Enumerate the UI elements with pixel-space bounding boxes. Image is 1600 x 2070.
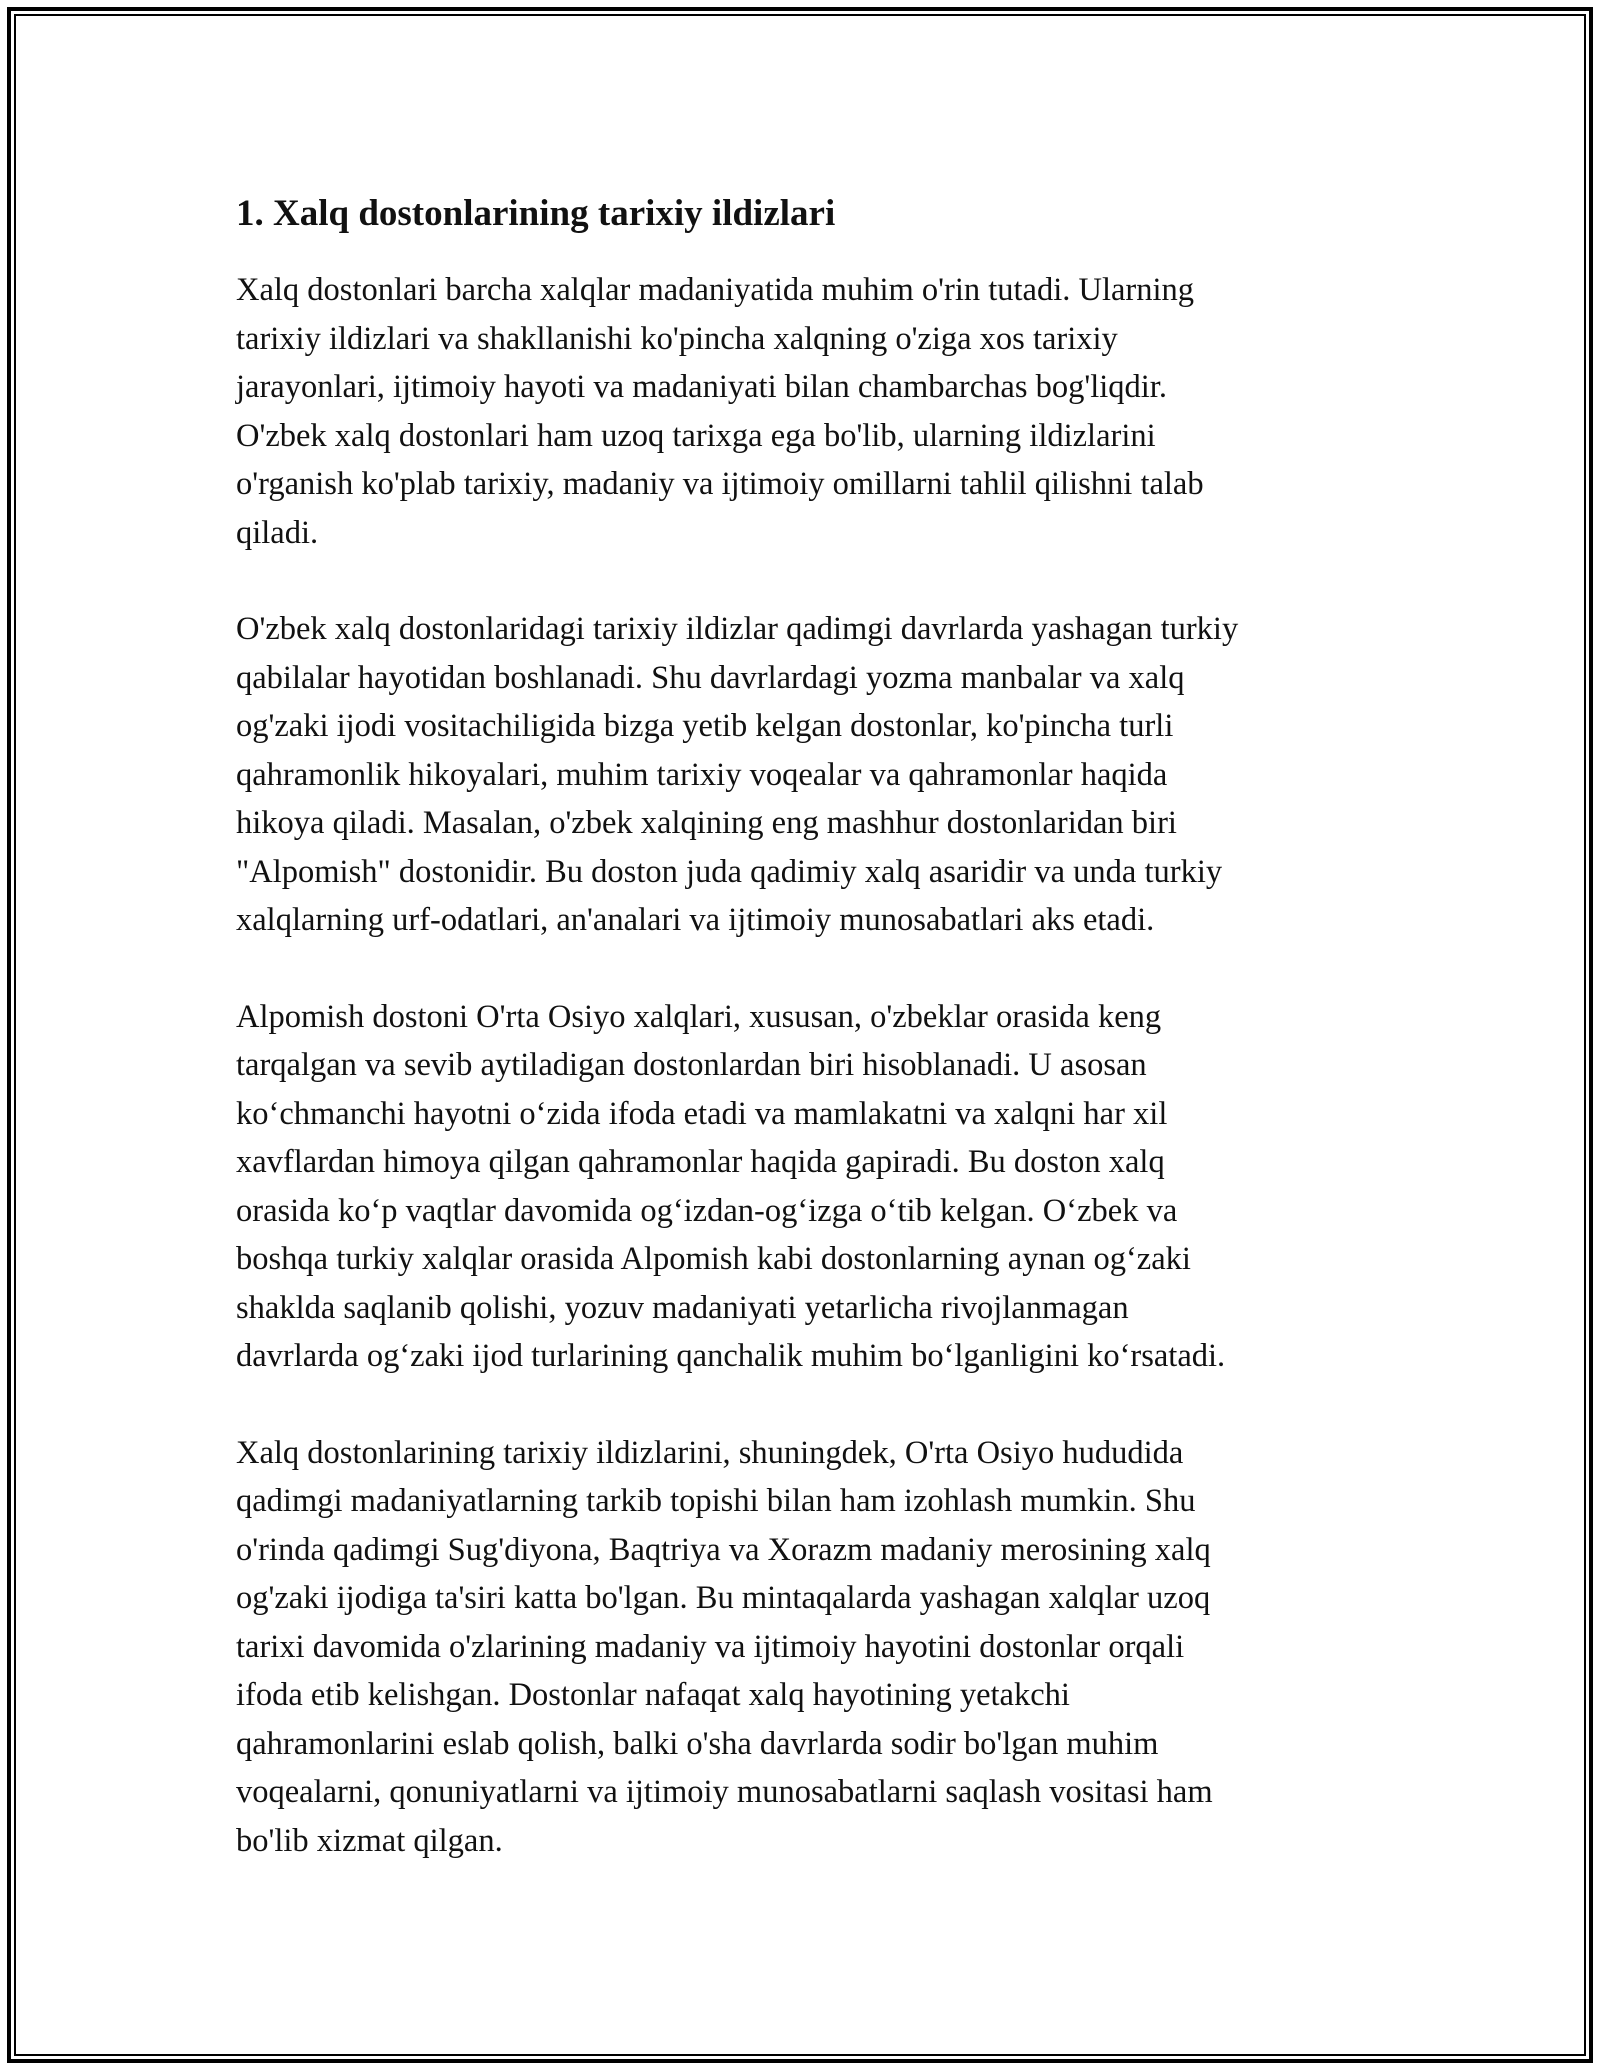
text-line: davrlarda og‘zaki ijod turlarining qanchalik muhim bo‘lganligini ko‘rsatadi. — [236, 1338, 1226, 1374]
paragraph-2 — [236, 605, 1386, 945]
paragraph-1 — [236, 266, 1386, 557]
section-heading: 1. Xalq dostonlarining tarixiy ildizlari — [236, 193, 836, 234]
text-line: Xalq dostonlarining tarixiy ildizlarini, shuningdek, O'rta Osiyo hududida — [236, 1434, 1184, 1471]
text-line: hikoya qiladi. Masalan, o'zbek xalqining eng mashhur dostonlaridan biri — [236, 805, 1177, 841]
text-line: qabilalar hayotidan boshlanadi. Shu davrlardagi yozma manbalar va xalq — [236, 659, 1185, 696]
text-line: shaklda saqlanib qolishi, yozuv madaniyati yetarlicha rivojlanmagan — [236, 1289, 1129, 1326]
text-line: og'zaki ijodiga ta'siri katta bo'lgan. Bu mintaqalarda yashagan xalqlar uzoq — [236, 1580, 1211, 1616]
text-line: xavflardan himoya qilgan qahramonlar haqida gapiradi. Bu doston xalq — [236, 1144, 1165, 1180]
paragraphs-container — [236, 266, 1386, 1865]
text-line: bo'lib xizmat qilgan. — [236, 1822, 503, 1859]
text-line: qadimgi madaniyatlarning tarkib topishi bilan ham izohlash mumkin. Shu — [236, 1483, 1196, 1519]
text-line: qahramonlik hikoyalari, muhim tarixiy voqealar va qahramonlar haqida — [236, 756, 1168, 793]
document-body — [236, 186, 1386, 1913]
text-line: tarixiy ildizlari va shakllanishi ko'pincha xalqning o'ziga xos tarixiy — [236, 320, 1118, 357]
text-line: qiladi. — [236, 514, 319, 551]
text-line: O'zbek xalq dostonlari ham uzoq tarixga ega bo'lib, ularning ildizlarini — [236, 417, 1156, 454]
text-line: Alpomish dostoni O'rta Osiyo xalqlari, xususan, o'zbeklar orasida keng — [236, 998, 1162, 1035]
text-line: Xalq dostonlari barcha xalqlar madaniyatida muhim o'rin tutadi. Ularning — [236, 272, 1195, 308]
text-line: o'rganish ko'plab tarixiy, madaniy va ijtimoiy omillarni tahlil qilishni talab — [236, 466, 1204, 502]
text-line: tarixi davomida o'zlarining madaniy va ijtimoiy hayotini dostonlar orqali — [236, 1628, 1185, 1665]
text-line: voqealarni, qonuniyatlarni va ijtimoiy munosabatlarni saqlash vositasi ham — [236, 1774, 1213, 1810]
text-line: og'zaki ijodi vositachiligida bizga yetib kelgan dostonlar, ko'pincha turli — [236, 708, 1174, 744]
text-line: xalqlarning urf-odatlari, an'analari va ijtimoiy munosabatlari aks etadi. — [236, 902, 1155, 938]
text-line: boshqa turkiy xalqlar orasida Alpomish kabi dostonlarning aynan og‘zaki — [236, 1241, 1191, 1277]
text-line: tarqalgan va sevib aytiladigan dostonlardan biri hisoblanadi. U asosan — [236, 1047, 1147, 1083]
text-line: ko‘chmanchi hayotni o‘zida ifoda etadi va mamlakatni va xalqni har xil — [236, 1095, 1168, 1132]
paragraph-3 — [236, 993, 1386, 1381]
text-line: O'zbek xalq dostonlaridagi tarixiy ildizlar qadimgi davrlarda yashagan turkiy — [236, 611, 1239, 647]
text-line: o'rinda qadimgi Sug'diyona, Baqtriya va Xorazm madaniy merosining xalq — [236, 1531, 1211, 1568]
text-line: orasida ko‘p vaqtlar davomida og‘izdan-og‘izga o‘tib kelgan. O‘zbek va — [236, 1192, 1178, 1229]
text-line: ifoda etib kelishgan. Dostonlar nafaqat xalq hayotining yetakchi — [236, 1677, 1070, 1713]
paragraph-4 — [236, 1429, 1386, 1866]
text-line: qahramonlarini eslab qolish, balki o'sha davrlarda sodir bo'lgan muhim — [236, 1725, 1159, 1762]
text-line: "Alpomish" dostonidir. Bu doston juda qadimiy xalq asaridir va unda turkiy — [236, 853, 1223, 890]
text-line: jarayonlari, ijtimoiy hayoti va madaniyati bilan chambarchas bog'liqdir. — [236, 369, 1167, 405]
